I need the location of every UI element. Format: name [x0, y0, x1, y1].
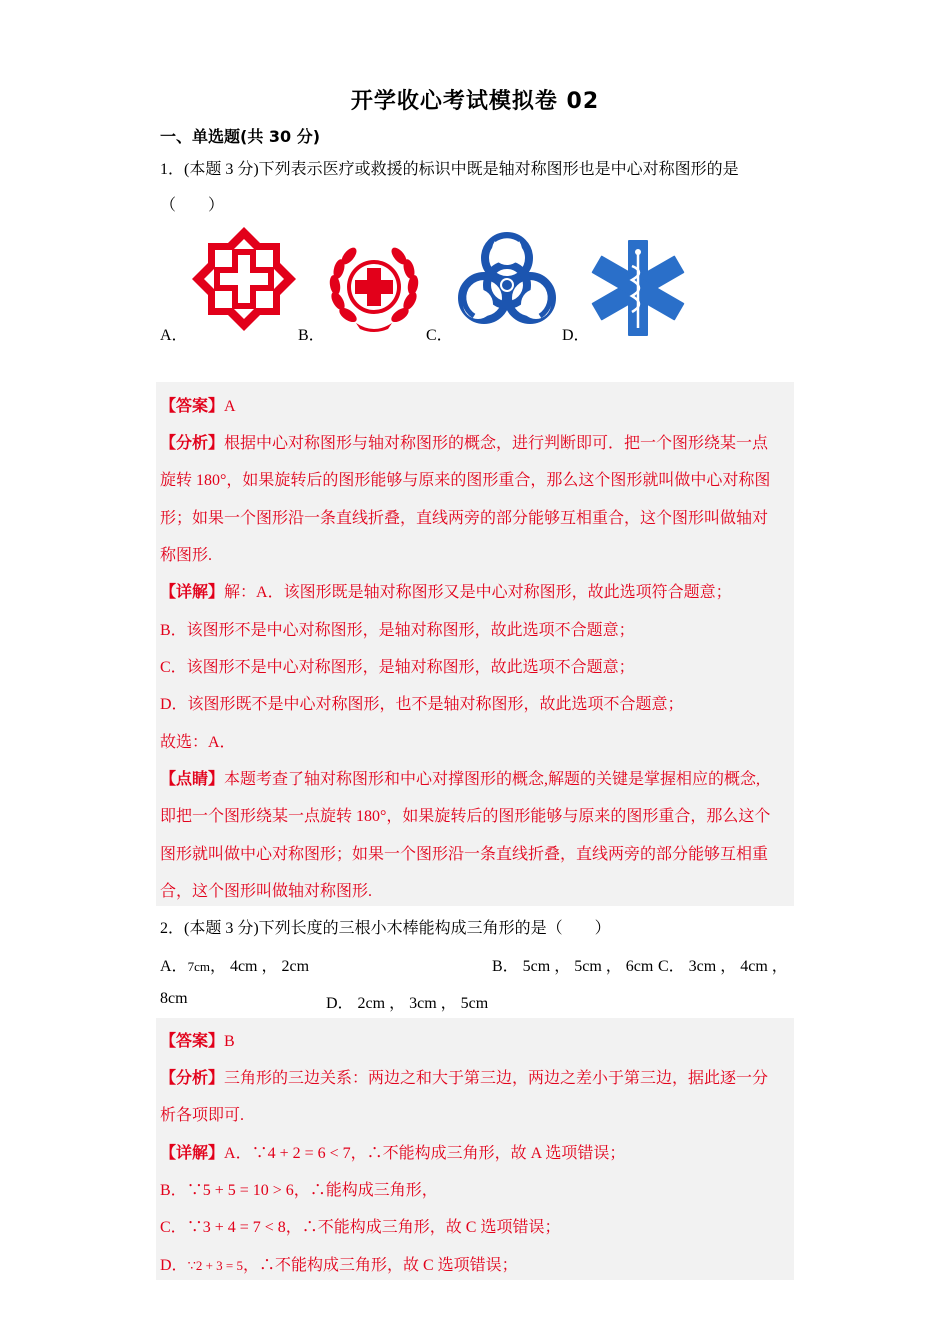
q2-stem: 2．(本题 3 分)下列长度的三根小木棒能构成三角形的是（ ）	[160, 920, 611, 937]
q1-comment-line-4: 合，这个图形叫做轴对称图形.	[160, 883, 373, 900]
q2-analysis-line-2: 析各项即可.	[160, 1107, 245, 1124]
red-cross-octagon-icon	[188, 223, 300, 335]
q2-option-c-cont: 8cm	[160, 990, 188, 1007]
q1-answer: 【答案】A	[160, 398, 236, 415]
q2-option-c: C． 3cm ， 4cm ，	[658, 958, 788, 975]
red-cross-wreath-icon	[326, 243, 422, 335]
q2-detail-line-c: C．∵3 + 4 = 7 < 8，∴不能构成三角形，故 C 选项错误；	[160, 1219, 561, 1236]
q1-analysis-line-3: 形；如果一个图形沿一条直线折叠，直线两旁的部分能够互相重合，这个图形叫做轴对	[160, 510, 769, 527]
q1-detail-line-3: C．该图形不是中心对称图形，是轴对称图形，故此选项不合题意；	[160, 659, 635, 676]
q1-comment-line-2: 即把一个图形绕某一点旋转 180°，如果旋转后的图形能够与原来的图形重合，那么这个	[160, 808, 771, 825]
q1-option-c-label: C．	[426, 327, 453, 344]
q2-option-b: B． 5cm ， 5cm ， 6cm	[492, 958, 654, 975]
q2-detail-line-a: 【详解】A．∵4 + 2 = 6 < 7，∴不能构成三角形，故 A 选项错误；	[160, 1145, 626, 1162]
q1-detail-line-1: 【详解】解：A．该图形既是轴对称图形又是中心对称图形，故此选项符合题意；	[160, 584, 732, 601]
q1-comment-line-1: 【点睛】本题考查了轴对称图形和中心对撑图形的概念,解题的关键是掌握相应的概念,	[160, 771, 761, 788]
q1-answer-box	[156, 382, 794, 906]
q1-stem: 1．(本题 3 分)下列表示医疗或救援的标识中既是轴对称图形也是中心对称图形的是	[160, 161, 739, 178]
q2-answer: 【答案】B	[160, 1033, 235, 1050]
q2-option-d: D． 2cm ， 3cm ， 5cm	[326, 995, 489, 1012]
q1-option-a-label: A．	[160, 327, 188, 344]
q2-detail-line-b: B．∵5 + 5 = 10 > 6，∴能构成三角形，	[160, 1182, 438, 1199]
q1-analysis-line-4: 称图形.	[160, 547, 213, 564]
q1-option-b-label: B．	[298, 327, 325, 344]
q2-option-a: A．7cm， 4cm ， 2cm	[160, 958, 310, 975]
q1-detail-line-4: D．该图形既不是中心对称图形，也不是轴对称图形，故此选项不合题意；	[160, 696, 684, 713]
q2-analysis-line-1: 【分析】三角形的三边关系：两边之和大于第三边，两边之差小于第三边，据此逐一分	[160, 1070, 769, 1087]
page-title: 开学收心考试模拟卷 02	[350, 89, 600, 114]
q1-option-d-label: D．	[562, 327, 590, 344]
star-of-life-icon	[588, 238, 688, 338]
biohazard-icon	[452, 228, 562, 338]
q2-detail-line-d: D．∵2 + 3 = 5，∴不能构成三角形，故 C 选项错误；	[160, 1257, 518, 1274]
q1-comment-line-3: 图形就叫做中心对称图形；如果一个图形沿一条直线折叠，直线两旁的部分能够互相重	[160, 846, 769, 863]
q1-analysis-line-2: 旋转 180°，如果旋转后的图形能够与原来的图形重合，那么这个图形就叫做中心对称图	[160, 472, 771, 489]
q1-analysis-line-1: 【分析】根据中心对称图形与轴对称图形的概念，进行判断即可．把一个图形绕某一点	[160, 435, 769, 452]
q1-paren: （ ）	[160, 197, 225, 214]
q1-detail-line-5: 故选：A．	[160, 734, 236, 751]
q1-detail-line-2: B．该图形不是中心对称图形，是轴对称图形，故此选项不合题意；	[160, 622, 635, 639]
section-heading: 一、单选题(共 30 分)	[160, 127, 321, 146]
